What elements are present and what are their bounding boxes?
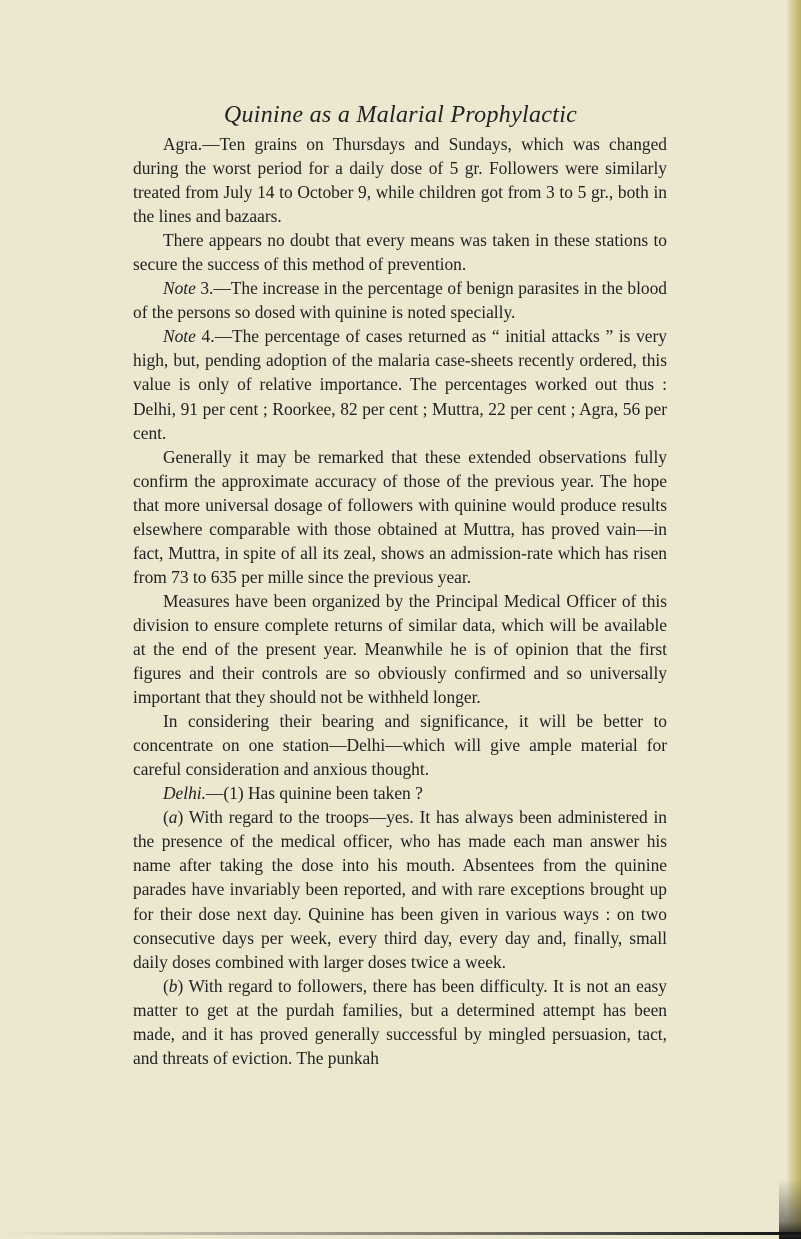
paragraph [133, 805, 667, 973]
italic-text: b [168, 975, 178, 996]
bottom-edge-shadow [0, 1232, 801, 1235]
text-run: Generally it may be remarked that these extended observations fully confirm the approximate accuracy of those of the previous year. The hope that more universal dosage of followers with quinine would produce results elsewhere comparable with those obtained at Muttra, has proved vain—in fact, Muttra, in spite of all its zeal, shows an admission-rate which has risen from 73 to 635 per mille since the previous year. [133, 446, 667, 587]
text-run: —(1) Has quinine been taken ? [205, 783, 423, 804]
corner-shadow [779, 1179, 801, 1239]
paragraph [133, 445, 667, 589]
text-run: In considering their bearing and significance, it will be better to concentrate on one station—Delhi—which will give ample material for careful consideration and anxious thought. [133, 711, 667, 780]
paragraph [133, 324, 667, 444]
italic-text: a [168, 807, 178, 828]
text-run: ( [163, 807, 169, 828]
italic-text: Note [163, 326, 196, 347]
paragraph [133, 589, 667, 709]
text-run: ( [163, 975, 169, 996]
paragraph [133, 132, 667, 228]
paragraph [133, 781, 667, 805]
paragraph [133, 974, 667, 1070]
body-text [133, 132, 667, 1070]
italic-text: Delhi. [163, 783, 206, 804]
paragraph [133, 709, 667, 781]
text-run: ) With regard to followers, there has been difficulty. It is not an easy matter to get at the purdah families, but a determined attempt has been made, and it has proved generally successful by mingled persuasion, tact, and threats of eviction. The punkah [133, 975, 667, 1068]
page-edge [787, 0, 801, 1239]
text-run: There appears no doubt that every means was taken in these stations to secure the success of this method of prevention. [133, 230, 667, 275]
text-run: 4.—The percentage of cases returned as “ initial attacks ” is very high, but, pending adoption of the malaria case-sheets recently ordered, this value is only of relative importance. The percentages worked out thus : Delhi, 91 per cent ; Roorkee, 82 per cent ; Muttra, 22 per cent ; Agra, 56 per cent. [133, 326, 667, 443]
running-head: Quinine as a Malarial Prophylactic [223, 102, 578, 128]
paragraph [133, 228, 667, 276]
italic-text: Note [163, 278, 196, 299]
text-run: 3.—The increase in the percentage of benign parasites in the blood of the persons so dosed with quinine is noted specially. [133, 278, 667, 323]
text-run: Agra.—Ten grains on Thursdays and Sundays, which was changed during the worst period for a daily dose of 5 gr. Followers were similarly treated from July 14 to October 9, while children got from 3 to 5 gr., both in the lines and bazaars. [133, 134, 667, 227]
text-run: ) With regard to the troops—yes. It has always been administered in the presence of the medical officer, who has made each man answer his name after taking the dose into his mouth. Absentees from the quinine parades have invariably been reported, and with rare exceptions brought up for their dose next day. Quinine has been given in various ways : on two consecutive days per week, every third day, every day and, finally, small daily doses combined with larger doses twice a week. [133, 807, 667, 972]
paragraph [133, 276, 667, 324]
text-run: Measures have been organized by the Principal Medical Officer of this division to ensure complete returns of similar data, which will be available at the end of the present year. Meanwhile he is of opinion that the first figures and their controls are so obviously confirmed and so universally important that they should not be withheld longer. [133, 590, 667, 708]
